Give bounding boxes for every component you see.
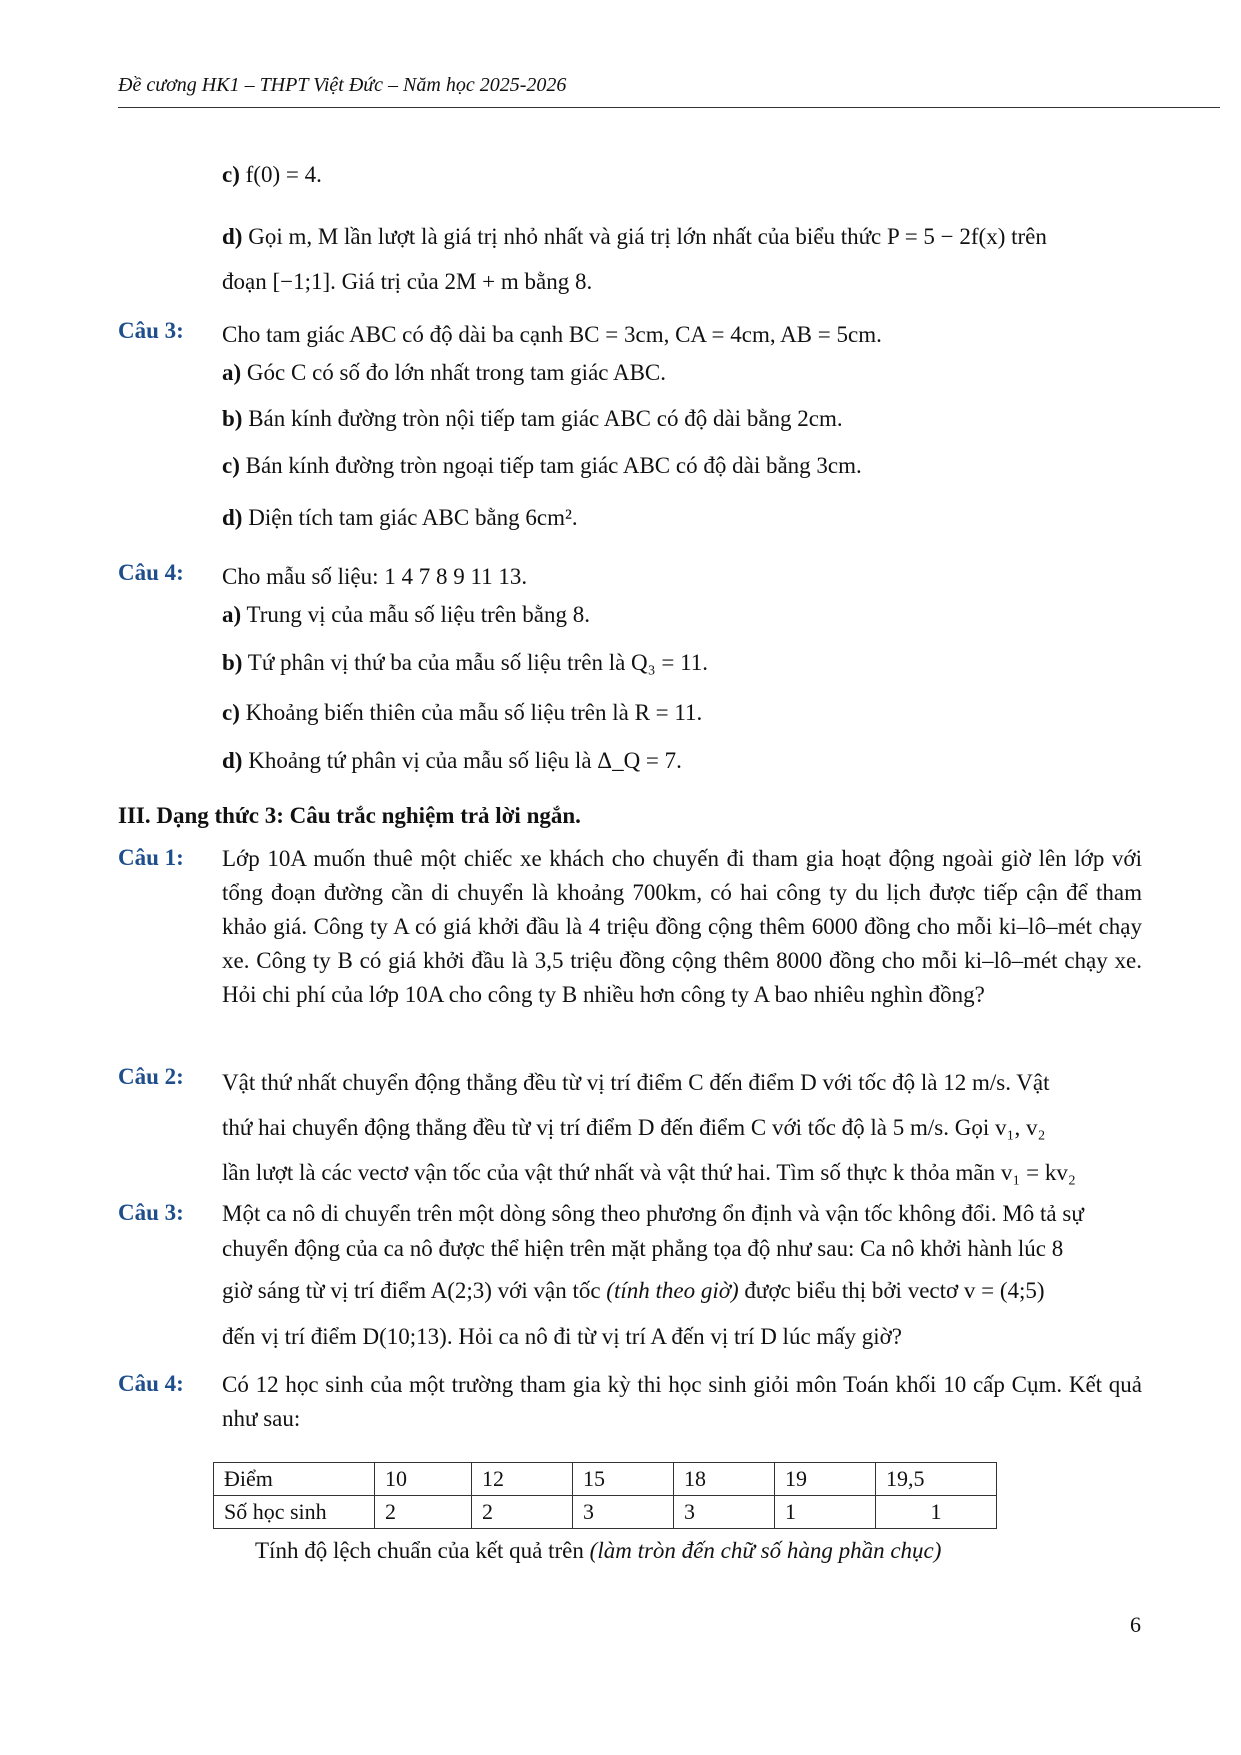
question-note: (tính theo giờ) [606,1278,739,1303]
option-c [222,696,1142,744]
option-label: d) [222,224,243,249]
option-d [222,501,1142,541]
page-number: 6 [1130,1612,1141,1637]
question-label: Câu 1: [118,845,184,870]
question-stem: Cho tam giác ABC có độ dài ba cạnh BC = 3cm, CA = 4cm, AB = 5cm. [222,322,882,347]
question-line: Một ca nô di chuyển trên một dòng sông theo phương ổn định và vận tốc không đổi. Mô tả sự [222,1201,1084,1226]
option-label: d) [222,505,243,530]
option-a [222,356,1142,402]
option-label: c) [222,453,240,478]
table-cell: 1 [876,1496,997,1529]
option-text-line2: đoạn [−1;1]. Giá trị của 2M + m bằng 8. [222,269,593,294]
question-line: đến vị trí điểm D(10;13). Hỏi ca nô đi từ vị trí A đến vị trí D lúc mấy giờ? [222,1324,903,1349]
table-row [214,1496,997,1529]
question-line: thứ hai chuyển động thẳng đều từ vị trí điểm D đến điểm C với tốc độ là 5 m/s. Gọi v₁, v₂ [222,1115,1046,1140]
section3-question-1: Lớp 10A muốn thuê một chiếc xe khách cho chuyến đi tham gia hoạt động ngoài giờ lên lớp với tổng đoạn đường cần di chuyển là khoảng 700km, có hai công ty du lịch được tiếp cận để tham khảo giá. Công ty A có giá khởi đầu là 4 triệu đồng cộng thêm 6000 đồng cho mỗi ki–lô–mét chạy xe. Công ty B có giá khởi đầu là 3,5 triệu đồng cộng thêm 8000 đồng cho mỗi ki–lô–mét chạy xe. Hỏi chi phí của lớp 10A cho công ty B nhiều hơn công ty A bao nhiêu nghìn đồng? [222,846,1142,1007]
option-text: Khoảng biến thiên của mẫu số liệu trên là R = 11. [245,700,703,725]
option-text: Trung vị của mẫu số liệu trên bằng 8. [246,602,590,627]
question-label: Câu 3: [118,318,184,343]
question-text: được biểu thị bởi vectơ v = (4;5) [738,1278,1045,1303]
option-text: Tứ phân vị thứ ba của mẫu số liệu trên là Q₃ = 11. [247,650,709,675]
option-b [222,646,1142,696]
option-text: Bán kính đường tròn ngoại tiếp tam giác ABC có độ dài bằng 3cm. [245,453,862,478]
table-header-cell: Số học sinh [214,1496,375,1529]
table-cell: 18 [674,1463,775,1496]
question-label: Câu 3: [118,1200,184,1225]
question-label: Câu 2: [118,1064,184,1089]
section3-question-3 [222,1197,1142,1360]
option-d [222,744,1142,784]
table-cell: 3 [674,1496,775,1529]
option-label: b) [222,650,243,675]
option-label: d) [222,748,243,773]
option-text: Diện tích tam giác ABC bằng 6cm². [248,505,578,530]
question-line: Vật thứ nhất chuyển động thẳng đều từ vị trí điểm C đến điểm D với tốc độ là 12 m/s. Vật [222,1070,1050,1095]
table-cell: 15 [573,1463,674,1496]
option-text: Bán kính đường tròn nội tiếp tam giác ABC có độ dài bằng 2cm. [248,406,843,431]
section-title: III. Dạng thức 3: Câu trắc nghiệm trả lời ngắn. [118,803,581,828]
option-text-line1: Gọi m, M lần lượt là giá trị nhỏ nhất và giá trị lớn nhất của biểu thức P = 5 − 2f(x) trên [248,224,1047,249]
option-label: c) [222,700,240,725]
table-header-cell: Điểm [214,1463,375,1496]
table-cell: 1 [775,1496,876,1529]
score-table [213,1462,997,1529]
option-label: c) [222,162,240,187]
option-c [222,449,1142,501]
document-header: Đề cương HK1 – THPT Việt Đức – Năm học 2025-2026 [118,74,567,96]
section3-question-2 [222,1060,1142,1195]
question-line: chuyển động của ca nô được thể hiện trên mặt phẳng tọa độ như sau: Ca nô khởi hành lúc 8 [222,1236,1064,1261]
instruction-note: (làm tròn đến chữ số hàng phần chục) [589,1538,942,1563]
question-label: Câu 4: [118,1371,184,1396]
table-cell: 12 [472,1463,573,1496]
q2-option-c [222,158,1142,192]
question-label: Câu 4: [118,560,184,585]
question-3 [222,318,1142,541]
question-line [222,1268,1142,1314]
option-label: a) [222,602,242,627]
option-label: a) [222,360,242,385]
table-cell: 19 [775,1463,876,1496]
option-a [222,598,1142,646]
question-text: giờ sáng từ vị trí điểm A(2;3) với vận tốc [222,1278,607,1303]
instruction-text: Tính độ lệch chuẩn của kết quả trên [255,1538,590,1563]
question-stem: Cho mẫu số liệu: 1 4 7 8 9 11 13. [222,564,528,589]
option-text: f(0) = 4. [245,162,322,187]
question-instruction [255,1538,941,1564]
header-rule [118,107,1220,108]
table-cell: 2 [472,1496,573,1529]
section3-question-4: Có 12 học sinh của một trường tham gia kỳ thi học sinh giỏi môn Toán khối 10 cấp Cụm. Kết quả như sau: [222,1372,1142,1431]
option-b [222,402,1142,449]
option-text: Khoảng tứ phân vị của mẫu số liệu là Δ_Q = 7. [248,748,682,773]
table-cell: 19,5 [876,1463,997,1496]
option-text: Góc C có số đo lớn nhất trong tam giác ABC. [246,360,667,385]
question-4 [222,560,1142,784]
question-line: lần lượt là các vectơ vận tốc của vật thứ nhất và vật thứ hai. Tìm số thực k thỏa mãn v₁ = kv₂ [222,1160,1076,1185]
table-cell: 3 [573,1496,674,1529]
q2-option-d [222,214,1142,304]
table-cell: 2 [375,1496,472,1529]
table-cell: 10 [375,1463,472,1496]
option-label: b) [222,406,243,431]
table-row [214,1463,997,1496]
